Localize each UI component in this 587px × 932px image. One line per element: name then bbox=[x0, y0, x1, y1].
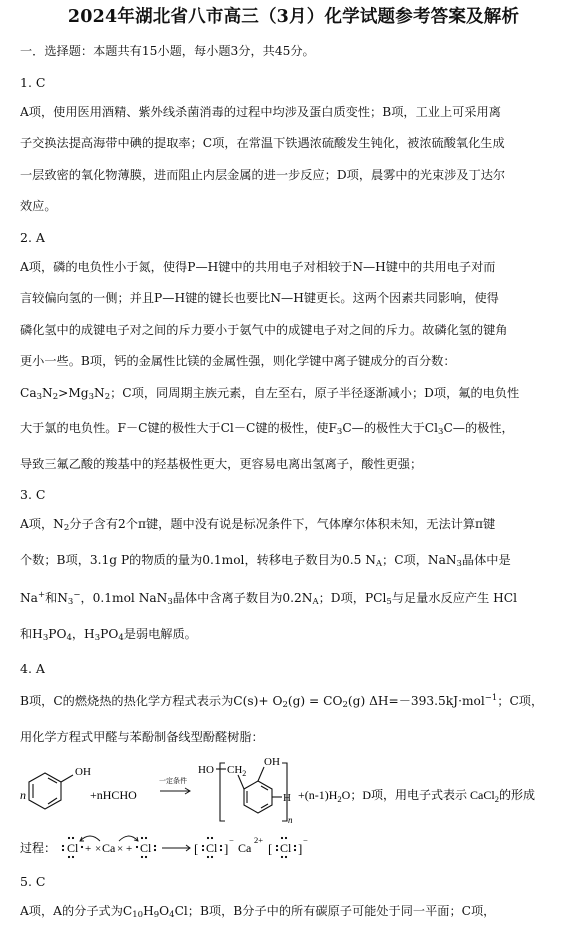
q2-line-7: 导致三氟乙酸的羧基中的羟基极性更大，更容易电离出氢离子，酸性更强； bbox=[20, 456, 423, 471]
q3-line-4: 和$H_3PO_4$，$H_3PO_4$是弱电解质。 bbox=[20, 626, 197, 643]
svg-text:Cl: Cl bbox=[67, 841, 79, 855]
process-label: 过程： bbox=[20, 841, 57, 855]
phenol-structure bbox=[29, 773, 73, 809]
chloride-ion-right bbox=[268, 835, 308, 858]
svg-text:−: − bbox=[229, 835, 234, 845]
q2-line-4: 更小一些。B项，钙的金属性比镁的金属性强，则化学键中离子键成分的百分数： bbox=[20, 354, 456, 368]
q4-line-2: 用化学方程式甲醛与苯酚制备线型酚醛树脂： bbox=[20, 729, 264, 744]
q4-answer: 4. A bbox=[20, 661, 45, 676]
product-ch2-label: $CH_2$ bbox=[227, 764, 247, 778]
q5-answer: 5. C bbox=[20, 874, 46, 889]
product-n-subscript: n bbox=[288, 815, 293, 825]
svg-text:]: ] bbox=[298, 841, 303, 856]
document-title: 2024年湖北省八市高三（3月）化学试题参考答案及解析 bbox=[67, 7, 520, 27]
svg-text:]: ] bbox=[224, 841, 229, 856]
product-ho-label: HO bbox=[198, 764, 214, 776]
q1-line-3: 一层致密的氧化物薄膜，进而阻止内层金属的进一步反应；D项，晨雾中的光束涉及丁达尔 bbox=[20, 167, 506, 182]
mg3n2-formula: $Mg_3N_2$ bbox=[68, 385, 111, 402]
q3-answer: 3. C bbox=[20, 487, 46, 502]
formaldehyde-term: +nHCHO bbox=[90, 788, 137, 802]
q2-line-3: 磷化氢中的成键电子对之间的斥力要小于氨气中的成键电子对之间的斥力。故磷化氢的键角 bbox=[20, 322, 508, 337]
svg-text:Cl: Cl bbox=[280, 841, 292, 855]
q3-line-2: 个数；B项，3.1g P的物质的量为0.1mol，转移电子数目为0.5 $N_A$；C项，NaN$_3$晶体中是 bbox=[20, 552, 511, 569]
chlorine-atom-right bbox=[136, 837, 156, 858]
calcium-ion bbox=[238, 835, 263, 855]
product-h-label: H bbox=[283, 792, 291, 804]
svg-text:Cl: Cl bbox=[206, 841, 218, 855]
reaction-condition: 一定条件 bbox=[159, 777, 187, 785]
q4-line-1: B项，C的燃烧热的热化学方程式表示为$C(s)+ O_2(g) = CO_2(g)$ ΔH=－393.5kJ·mol$^{-1}$；C项， bbox=[20, 693, 544, 710]
svg-text:Cl: Cl bbox=[140, 841, 152, 855]
svg-text:Ca: Ca bbox=[102, 841, 116, 855]
svg-text:×: × bbox=[95, 843, 102, 855]
q5-line-1: A项，A的分子式为$C_{10}H_9O_4Cl$；B项，B分子中的所有碳原子可能处于同一平面；C项， bbox=[20, 904, 496, 920]
svg-text:[: [ bbox=[194, 841, 199, 856]
svg-text:+: + bbox=[85, 843, 92, 855]
reaction-scheme-diagram bbox=[20, 753, 565, 827]
chloride-ion-left bbox=[194, 835, 234, 858]
product-oh-label: OH bbox=[264, 756, 280, 768]
calcium-atom bbox=[95, 841, 123, 855]
svg-text:2+: 2+ bbox=[254, 835, 264, 845]
chlorine-atom-left bbox=[62, 837, 83, 858]
svg-text:Ca: Ca bbox=[238, 841, 252, 855]
cacl2-formation-row bbox=[20, 827, 567, 867]
phenol-formaldehyde-reaction bbox=[20, 753, 567, 827]
q1-answer: 1. C bbox=[20, 74, 46, 90]
q1-line-4: 效应。 bbox=[20, 199, 57, 213]
q2-line-1: A项，磷的电负性小于氮，使得P—H键中的共用电子对相较于N—H键中的共用电子对而 bbox=[20, 259, 496, 274]
svg-text:+: + bbox=[126, 843, 133, 855]
svg-text:×: × bbox=[117, 843, 124, 855]
q3-line-1: A项，$N_2$分子含有2个π键，题中没有说是标况条件下，气体摩尔体积未知，无法计算π键 bbox=[20, 517, 496, 533]
q1-line-1: A项，使用医用酒精、紫外线杀菌消毒的过程中均涉及蛋白质变性；B项，工业上可采用离 bbox=[20, 104, 501, 119]
q3-line-3: Na+和$N_3^-$，0.1mol NaN$_3$晶体中含离子数目为$0.2N_A$；D项，PCl$_5$与足量水反应产生 HCl bbox=[20, 590, 518, 607]
section-intro: 一．选择题：本题共有15小题，每小题3分，共45分。 bbox=[20, 44, 315, 58]
q2-line-5: $Ca_3N_2>Mg_3N_2$；C项，同周期主族元素，自左至右，原子半径逐渐减小；D项，氟的电负性 bbox=[20, 385, 520, 402]
svg-text:[: [ bbox=[268, 841, 273, 856]
svg-text:−: − bbox=[303, 835, 308, 845]
ca3n2-formula: $Ca_3N_2$ bbox=[20, 385, 59, 402]
q2-line-6: 大于氯的电负性。F－C键的极性大于Cl－C键的极性，使$F_3C—$的极性大于$Cl_3C—$的极性， bbox=[20, 421, 514, 437]
q2-answer: 2. A bbox=[20, 229, 45, 245]
q2-line-2: 言较偏向氢的一侧；并且P—H键的键长也要比N—H键更长。这两个因素共同影响，使得 bbox=[20, 291, 499, 305]
q1-line-2: 子交换法提高海带中碘的提取率；C项，在常温下铁遇浓硫酸发生钝化，被浓硫酸氧化生成 bbox=[20, 136, 505, 150]
water-term: $+(n-1)H_2O$；D项，用电子式表示 CaCl$_2$的形成 bbox=[298, 788, 535, 804]
coefficient-n: n bbox=[20, 788, 26, 802]
phenol-oh-label: OH bbox=[75, 766, 91, 778]
cacl2-electron-formula bbox=[20, 827, 565, 867]
